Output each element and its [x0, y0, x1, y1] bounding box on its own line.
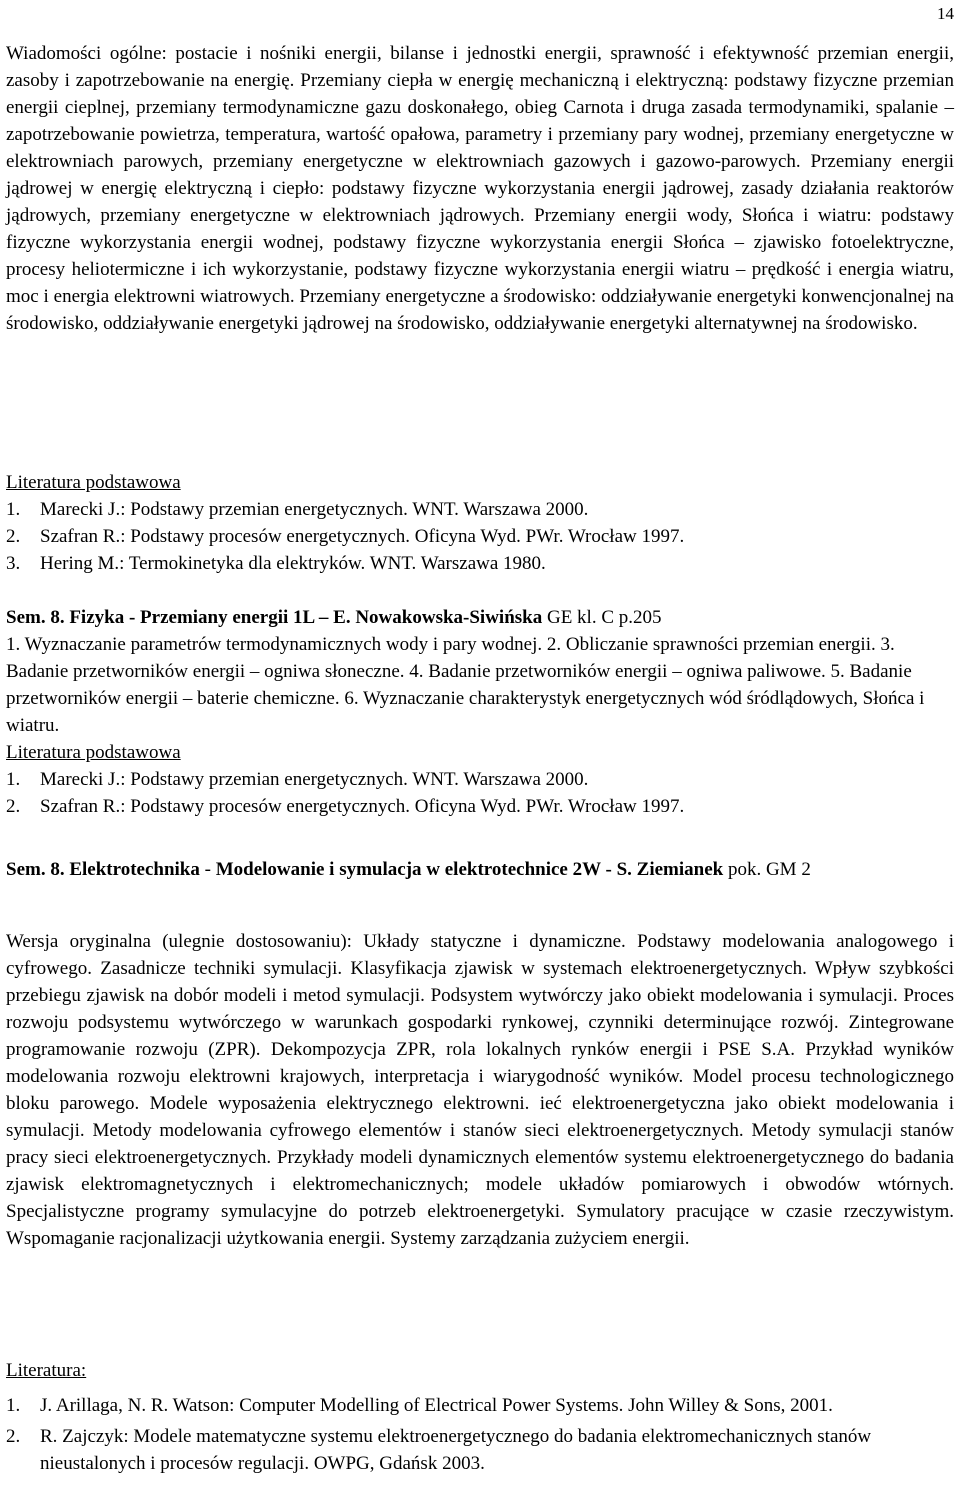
- list-item: [6, 1423, 954, 1477]
- list-text: Marecki J.: Podstawy przemian energetycznych. WNT. Warszawa 2000.: [40, 769, 589, 790]
- list-number: 2.: [6, 526, 21, 547]
- literature-section-1: [6, 469, 954, 577]
- literature-heading: Literatura podstawowa: [6, 742, 181, 763]
- list-item: [6, 550, 954, 577]
- list-number: 1.: [6, 499, 21, 520]
- list-text: R. Zajczyk: Modele matematyczne systemu elektroenergetycznego do badania elektromechanicznych stanów nieustalonych i procesów regulacji. OWPG, Gdańsk 2003.: [40, 1426, 872, 1474]
- list-text: Szafran R.: Podstawy procesów energetycznych. Oficyna Wyd. PWr. Wrocław 1997.: [40, 526, 685, 547]
- list-text: Szafran R.: Podstawy procesów energetycznych. Oficyna Wyd. PWr. Wrocław 1997.: [40, 796, 685, 817]
- list-number: 3.: [6, 553, 21, 574]
- course-title-b: Modelowanie i symulacja w elektrotechnice 2W - S. Ziemianek: [215, 859, 724, 880]
- course-title-a: Sem. 8. Elektrotechnika: [6, 859, 200, 880]
- literature-heading: Literatura:: [6, 1360, 87, 1381]
- list-text: Hering M.: Termokinetyka dla elektryków. WNT. Warszawa 1980.: [40, 553, 546, 574]
- list-item: [6, 1392, 954, 1419]
- course-section-physics: [6, 604, 954, 820]
- list-text: J. Arillaga, N. R. Watson: Computer Modelling of Electrical Power Systems. John Willey & Sons, 2001.: [40, 1395, 833, 1416]
- course-title: Sem. 8. Fizyka - Przemiany energii 1L – E. Nowakowska-Siwińska: [6, 607, 543, 628]
- list-number: 1.: [6, 769, 21, 790]
- list-item: [6, 523, 954, 550]
- list-item: [6, 496, 954, 523]
- course-description: 1. Wyznaczanie parametrów termodynamicznych wody i pary wodnej. 2. Obliczanie sprawności przemian energii. 3. Badanie przetworników energii – ogniwa słoneczne. 4. Badanie przetworników energii – ogniwa paliwowe. 5. Badanie przetworników energii – baterie chemiczne. 6. Wyznaczanie charakterystyk energetycznych wód śródlądowych, Słońca i wiatru.: [6, 634, 925, 736]
- course-description: Wersja oryginalna (ulegnie dostosowaniu): Układy statyczne i dynamiczne. Podstawy modelowania analogowego i cyfrowego. Zasadnicze techniki symulacji. Klasyfikacja zjawisk w systemach elektroenergetycznych. Wpływ szybkości przebiegu zjawisk na dobór modeli i metod symulacji. Podsystem wytwórczy jako obiekt modelowania i symulacji. Proces rozwoju podsystemu wytwórczego w warunkach gospodarki rynkowej, czynniki determinujące rozwój. Zintegrowane programowanie rozwoju (ZPR). Dekompozycja ZPR, rola lokalnych rynków energii i PSE S.A. Przykład wyników modelowania rozwoju elektrowni krajowych, interpretacja i wiarygodność wyników. Model procesu technologicznego bloku parowego. Modele wyposażenia elektrycznego elektrowni. ieć elektroenergetyczna jako obiekt modelowania i symulacji. Metody modelowania cyfrowego elementów i stanów sieci elektroenergetycznych. Metody symulacji stanów pracy sieci elektroenergetycznych. Przykłady modeli dynamicznych elementów systemu elektroenergetycznego do badania zjawisk elektromagnetycznych i elektromechanicznych; modele układów pomiarowych i obwodów wtórnych. Specjalistyczne programy symulacyjne do potrzeb elektroenergetyki. Symulatory pracujące w czasie rzeczywistym. Wspomaganie racjonalizacji użytkowania energii. Systemy zarządzania zużyciem energii.: [6, 931, 954, 1249]
- course-room: GE kl. C p.205: [542, 607, 662, 628]
- list-text: Marecki J.: Podstawy przemian energetycznych. WNT. Warszawa 2000.: [40, 499, 589, 520]
- course-heading-sep: -: [199, 859, 216, 880]
- list-number: 1.: [6, 1395, 21, 1416]
- course-section-electrotechnics: [6, 856, 954, 883]
- course-room: pok. GM 2: [723, 859, 811, 880]
- literature-section-3: [6, 1357, 954, 1477]
- course-heading: [6, 604, 954, 631]
- literature-heading: Literatura podstawowa: [6, 472, 181, 493]
- page-number: 14: [937, 4, 954, 23]
- list-number: 2.: [6, 1426, 21, 1447]
- list-item: [6, 793, 954, 820]
- course-heading: [6, 856, 954, 883]
- intro-paragraph: Wiadomości ogólne: postacie i nośniki energii, bilanse i jednostki energii, sprawność i efektywność przemian energii, zasoby i zapotrzebowanie na energię. Przemiany ciepła w energię mechaniczną i elektryczną: podstawy fizyczne przemian energii cieplnej, przemiany termodynamiczne gazu doskonałego, obieg Carnota i druga zasada termodynamiki, spalanie – zapotrzebowanie powietrza, temperatura, wartość opałowa, parametry i przemiany pary wodnej, przemiany energetyczne w elektrowniach parowych, przemiany energetyczne w elektrowniach gazowych i gazowo-parowych. Przemiany energii jądrowej w energię elektryczną i ciepło: podstawy fizyczne wykorzystania energii jądrowej, zasady działania reaktorów jądrowych, przemiany energetyczne w elektrowniach jądrowych. Przemiany energii wody, Słońca i wiatru: podstawy fizyczne wykorzystania energii wodnej, podstawy fizyczne wykorzystania energii Słońca – zjawisko fotoelektryczne, procesy heliotermiczne i ich wykorzystanie, podstawy fizyczne wykorzystania energii wiatru – prędkość i energia wiatru, moc i energia elektrowni wiatrowych. Przemiany energetyczne a środowisko: oddziaływanie energetyki konwencjonalnej na środowisko, oddziaływanie energetyki jądrowej na środowisko, oddziaływanie energetyki alternatywnej na środowisko.: [6, 43, 954, 334]
- list-item: [6, 766, 954, 793]
- list-number: 2.: [6, 796, 21, 817]
